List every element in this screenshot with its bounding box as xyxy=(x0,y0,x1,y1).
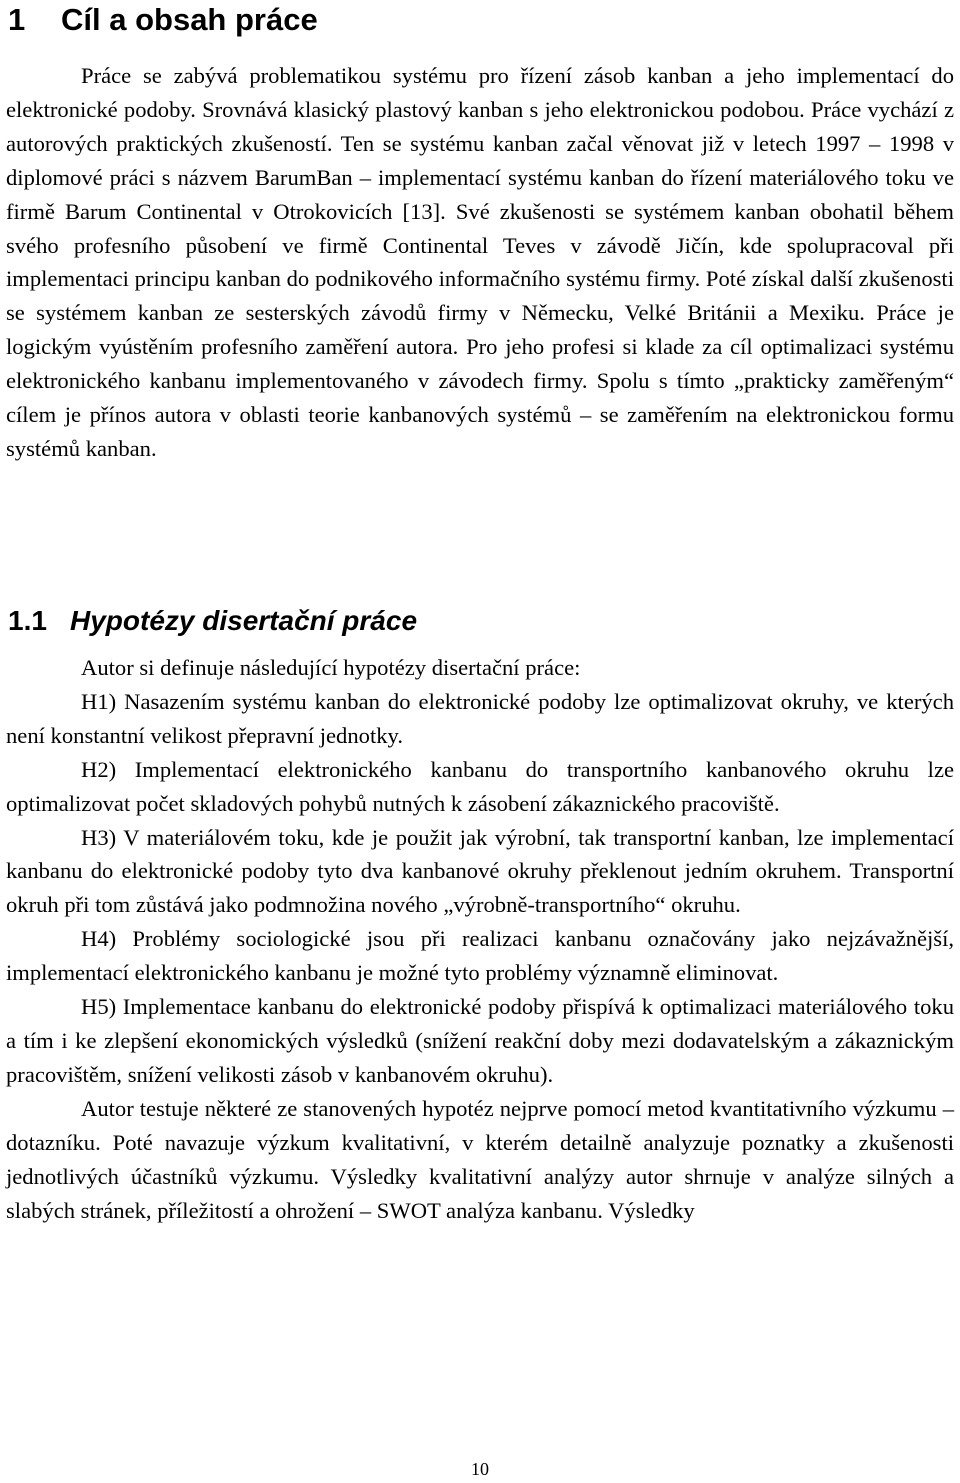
chapter-heading xyxy=(8,0,318,40)
hypotheses-intro: Autor si definuje následující hypotézy disertační práce: xyxy=(81,655,581,680)
page-number: 10 xyxy=(471,1459,489,1479)
section-title: Hypotézy disertační práce xyxy=(70,605,418,636)
document-page xyxy=(6,0,954,1483)
section-heading xyxy=(8,601,417,641)
section-number: 1.1 xyxy=(8,605,47,636)
section-body xyxy=(6,651,954,1227)
hypothesis-h2: H2) Implementací elektronického kanbanu do transportního kanbanového okruhu lze optimalizovat počet skladových pohybů nutných k zásobení zákaznického pracoviště. xyxy=(6,756,954,816)
hypothesis-h5: H5) Implementace kanbanu do elektronické podoby přispívá k optimalizaci materiálového toku a tím i ke zlepšení ekonomických výsledků (snížení reakční doby mezi dodavatelským a zákaznickým pracovištěm, snížení velikosti zásob v kanbanovém okruhu). xyxy=(6,994,954,1087)
intro-paragraph: Práce se zabývá problematikou systému pro řízení zásob kanban a jeho implementací do elektronické podoby. Srovnává klasický plastový kanban s jeho elektronickou podobou. Práce vychází z autorových praktických zkušeností. Ten se systému kanban začal věnovat již v letech 1997 – 1998 v diplomové práci s názvem BarumBan – implementací systému kanban do řízení materiálového toku ve firmě Barum Continental v Otrokovicích [13]. Své zkušenosti se systémem kanban obohatil během svého profesního působení ve firmě Continental Teves v závodě Jičín, kde spolupracoval při implementaci principu kanban do podnikového informačního systému firmy. Poté získal další zkušenosti se systémem kanban ze sesterských závodů firmy v Německu, Velké Británii a Mexiku. Práce je logickým vyústěním profesního zaměření autora. Pro jeho profesi si klade za cíl optimalizaci systému elektronického kanbanu implementovaného v závodech firmy. Spolu s tímto „prakticky zaměřeným“ cílem je přínos autora v oblasti teorie kanbanových systémů – se zaměřením na elektronickou formu systémů kanban. xyxy=(6,63,954,461)
hypothesis-h3: H3) V materiálovém toku, kde je použit jak výrobní, tak transportní kanban, lze implementací kanbanu do elektronické podoby tyto dva kanbanové okruhy překlenout jedním okruhem. Transportní okruh při tom zůstává jako podmnožina nového „výrobně-transportního“ okruhu. xyxy=(6,824,954,918)
chapter-number: 1 xyxy=(8,2,26,37)
methods-paragraph: Autor testuje některé ze stanovených hypotéz nejprve pomocí metod kvantitativního výzkumu – dotazníku. Poté navazuje výzkum kvalitativní, v kterém detailně analyzuje poznatky a zkušenosti jednotlivých účastníků výzkumu. Výsledky kvalitativní analýzy autor shrnuje v analýze silných a slabých stránek, příležitostí a ohrožení – SWOT analýza kanbanu. Výsledky xyxy=(6,1095,954,1223)
hypothesis-h4: H4) Problémy sociologické jsou při realizaci kanbanu označovány jako nejzávažnější, implementací elektronického kanbanu je možné tyto problémy významně eliminovat. xyxy=(6,926,954,986)
chapter-body xyxy=(6,59,954,466)
hypothesis-h1: H1) Nasazením systému kanban do elektronické podoby lze optimalizovat okruhy, ve kterých není konstantní velikost přepravní jednotky. xyxy=(6,688,954,748)
chapter-title: Cíl a obsah práce xyxy=(61,2,318,37)
